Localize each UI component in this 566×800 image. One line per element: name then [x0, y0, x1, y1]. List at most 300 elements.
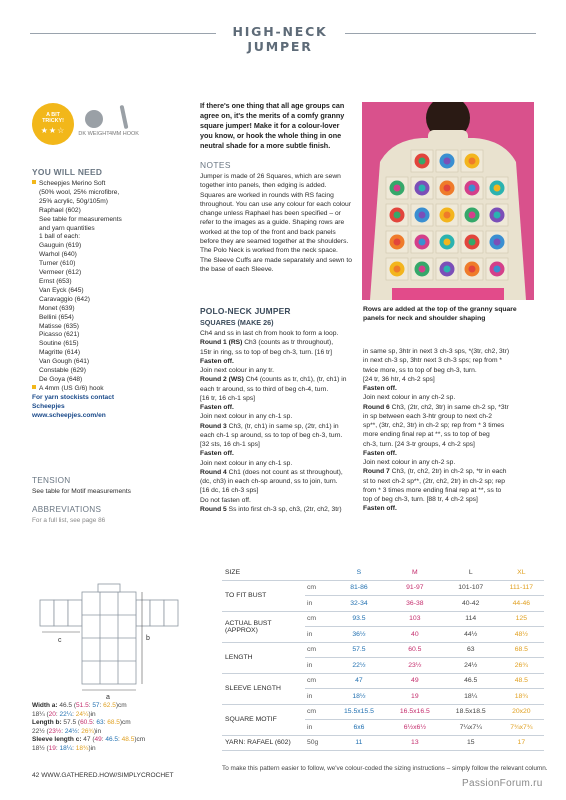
size-value-l: 57	[92, 702, 100, 709]
granny-square-centre	[419, 212, 426, 219]
size-cell: 19	[387, 689, 443, 705]
round-text: Ch3 (counts as tr throughout),	[242, 339, 334, 347]
unit: )in	[88, 710, 96, 718]
round-text: top of beg ch-3, turn. [88 tr, 4 ch-2 sps]	[363, 496, 478, 503]
granny-square-centre	[469, 239, 476, 246]
size-cell: 57.5	[331, 642, 387, 658]
pattern-line	[363, 486, 538, 495]
size-cell: 101-107	[443, 580, 499, 596]
round-text: Join next colour in any ch-2 sp.	[363, 459, 456, 466]
size-cell: 18½	[331, 689, 387, 705]
jumper-photo	[362, 102, 534, 300]
notes-heading: NOTES	[200, 160, 231, 170]
unit-in: in	[305, 627, 331, 643]
crochet-hook-icon	[120, 105, 129, 129]
size-cell: 46.5	[443, 673, 499, 689]
unit-cm: cm	[305, 673, 331, 689]
round-text: Join next colour in any ch-2 sp.	[363, 394, 456, 402]
round-text: [16 dc, 16 ch-3 sps]	[200, 487, 259, 495]
sep: :	[55, 744, 60, 752]
round-text: Ch3, (tr, ch2, 2tr) in ch-2 sp, *tr in each	[389, 468, 507, 476]
granny-square-centre	[494, 212, 501, 219]
notes-body	[200, 172, 352, 274]
colour-item: Van Eyck (645)	[39, 286, 84, 294]
size-value-s: 46.5	[59, 702, 73, 709]
unit-cm: cm	[305, 580, 331, 596]
materials-text: Scheepjes Merino Soft	[39, 180, 106, 187]
sep: :	[92, 719, 97, 727]
bracket: (	[44, 727, 49, 735]
watermark: PassionForum.ru	[462, 778, 543, 789]
garment-diagram	[34, 578, 184, 708]
granny-square-centre	[394, 239, 401, 246]
pattern-line	[200, 403, 360, 412]
measurement-line-cm	[32, 736, 192, 745]
round-label: Round 4	[200, 468, 227, 476]
round-label: Fasten off.	[363, 385, 397, 392]
page-footer	[32, 772, 174, 779]
pattern-line	[200, 366, 360, 375]
granny-square-centre	[394, 266, 401, 273]
round-label: Round 6	[363, 403, 390, 411]
pattern-line	[363, 495, 538, 504]
unit: )cm	[115, 702, 127, 709]
bullet-square	[32, 385, 36, 389]
materials-text: and yarn quantities	[39, 224, 95, 232]
pattern-line	[363, 467, 538, 476]
sep: :	[88, 702, 93, 709]
round-text: 15tr in ring, ss to top of beg ch-3, turn. [16 tr]	[200, 348, 332, 356]
pattern-line	[363, 504, 538, 513]
diagram-label-a: a	[106, 694, 110, 701]
materials-line	[32, 216, 182, 225]
measurement-line-in	[32, 745, 192, 754]
granny-square-centre	[394, 212, 401, 219]
round-label: Fasten off.	[363, 505, 397, 513]
pattern-line	[200, 486, 360, 495]
pattern-line	[363, 403, 538, 412]
pattern-line	[200, 505, 360, 514]
diagram-label-c: c	[58, 637, 62, 644]
pattern-line	[200, 468, 360, 477]
size-row-label: SLEEVE LENGTH	[222, 673, 305, 704]
size-row-cm	[222, 704, 544, 720]
size-header-label: SIZE	[222, 565, 305, 580]
granny-square-centre	[494, 239, 501, 246]
size-cell: 6½x6½	[387, 720, 443, 736]
colour-item: Picasso (621)	[39, 331, 80, 339]
pattern-line	[363, 412, 538, 421]
yarn-ball-icon	[85, 110, 103, 128]
size-value-l: 18¼	[59, 744, 73, 752]
pattern-line	[200, 357, 360, 366]
unit-in: in	[305, 720, 331, 736]
pattern-column-1	[200, 329, 360, 514]
bracket: (	[90, 736, 95, 744]
granny-square-centre	[469, 185, 476, 192]
pattern-column-2	[363, 347, 538, 514]
colour-code-footnote: To make this pattern easier to follow, we've colour-coded the sizing instructions – simply follow the relevant column.	[222, 765, 548, 772]
granny-square-centre	[494, 266, 501, 273]
abbreviations-heading: ABBREVIATIONS	[32, 505, 102, 514]
materials-line	[32, 385, 182, 394]
size-cell: 103	[387, 611, 443, 627]
size-cell: 40	[387, 627, 443, 643]
colour-item: Bellini (654)	[39, 313, 74, 321]
size-header-cell: M	[387, 565, 443, 580]
size-row-label: TO FIT BUST	[222, 580, 305, 611]
measurement-line-in	[32, 711, 192, 720]
bullet-square	[32, 180, 36, 184]
pattern-line	[363, 356, 538, 365]
materials-text: (50% wool, 25% microfibre,	[39, 188, 120, 196]
measurement-line-in	[32, 728, 192, 737]
unit-cm: cm	[305, 611, 331, 627]
unit-in: in	[305, 658, 331, 674]
yarn-row-label: YARN: RAFAEL (602)	[222, 735, 305, 751]
round-text: Ch1 (does not count as st throughout),	[226, 468, 343, 476]
materials-text: 1 ball of each:	[39, 233, 81, 241]
size-cell: 111-117	[499, 580, 544, 596]
sep: :	[55, 710, 60, 718]
size-cell: 36-38	[387, 596, 443, 612]
sep: :	[61, 727, 65, 735]
granny-square-centre	[394, 185, 401, 192]
pattern-line	[363, 393, 538, 402]
pattern-line	[363, 421, 538, 430]
round-label: Round 7	[363, 468, 390, 476]
sep: :	[101, 736, 106, 744]
round-label: Fasten off.	[200, 450, 234, 458]
bracket: (	[44, 710, 49, 718]
size-value-xl: 48.5	[121, 736, 135, 744]
hook-size-label: 4MM HOOK	[109, 131, 139, 137]
size-value-s: 18¼	[32, 710, 45, 718]
yarn-cell: 17	[499, 735, 544, 751]
materials-line	[32, 180, 182, 189]
pattern-line	[200, 338, 360, 347]
header-rule-left	[30, 33, 216, 34]
size-row-label: SQUARE MOTIF	[222, 704, 305, 735]
round-text: [16 tr, 16 ch-1 sps]	[200, 394, 256, 402]
size-row-cm	[222, 611, 544, 627]
round-label: Round 3	[200, 422, 227, 430]
size-cell: 6x6	[331, 720, 387, 736]
squares-subheading: SQUARES (MAKE 26)	[200, 318, 274, 327]
colour-item: Soutine (615)	[39, 340, 79, 348]
measurement-line-cm	[32, 719, 192, 728]
notes-paragraph: Jumper is made of 26 Squares, which are sewn together into panels, then edging is added. Squares are worked in rounds with RS facing throughout. You can use any colour for each colour change unless Raphael has been specified – or refer to the images as a guide. Shaping rows are worked at the top of the front and back panels before they are seamed together at the shoulders.	[200, 173, 351, 246]
size-value-m: 20	[48, 710, 56, 718]
sep: :	[103, 719, 108, 727]
granny-square-centre	[444, 239, 451, 246]
size-row-cm	[222, 642, 544, 658]
pattern-line	[200, 348, 360, 357]
you-will-need-list	[32, 180, 182, 420]
round-label: Fasten off.	[200, 357, 234, 365]
round-text: in same sp, 3htr in next 3 ch-3 sps, *(3tr, ch2, 3tr)	[363, 348, 510, 355]
measurement-line-cm	[32, 702, 192, 711]
measurement-label: Width a:	[32, 702, 60, 709]
granny-square-centre	[494, 185, 501, 192]
round-text: twice more, ss to top of beg ch-3, turn.	[363, 366, 477, 374]
unit-cm: cm	[305, 704, 331, 720]
measurement-list	[32, 702, 192, 754]
tension-heading: TENSION	[32, 476, 71, 485]
materials-line	[32, 207, 182, 216]
granny-square-centre	[419, 239, 426, 246]
colour-item: Van Gough (641)	[39, 358, 90, 366]
colour-item: Matisse (635)	[39, 322, 79, 330]
unit-in: in	[305, 596, 331, 612]
size-table	[222, 565, 544, 751]
page-title: HIGH-NECK JUMPER	[232, 24, 328, 54]
colour-item: Gauguin (619)	[39, 242, 82, 250]
granny-square-centre	[444, 158, 451, 165]
sep: :	[77, 727, 82, 735]
round-text: from * 3 times more ending final rep at **, ss to	[363, 486, 502, 494]
size-cell: 40-42	[443, 596, 499, 612]
size-cell: 26¾	[499, 658, 544, 674]
you-will-need-heading: YOU WILL NEED	[32, 167, 103, 177]
round-text: Ch3, (2tr, ch2, 3tr) in same ch-2 sp, *3tr	[389, 403, 509, 411]
garment-schematic	[34, 578, 184, 708]
diagram-label-b: b	[146, 635, 150, 642]
photo-caption: Rows are added at the top of the granny square panels for neck and shoulder shaping	[363, 306, 517, 322]
size-value-xl: 68.5	[107, 719, 120, 727]
round-text: in next ch-3 sp, 3htr next 3 ch-3 sps; rep from *	[363, 357, 503, 365]
notes-paragraph: The Sleeve Cuffs are made separately and sewn to the base of each Sleeve.	[200, 256, 352, 273]
materials-text: A 4mm (US G/6) hook	[39, 384, 104, 392]
size-value-s: 47	[83, 736, 91, 744]
size-row-label: ACTUAL BUST (APPROX)	[222, 611, 305, 642]
size-value-m: 23½	[48, 727, 62, 735]
size-cell: 48.5	[499, 673, 544, 689]
stockist-line: For yarn stockists contact	[32, 393, 115, 401]
granny-square-centre	[469, 158, 476, 165]
materials-text: See table for measurements	[39, 215, 122, 223]
materials-line	[32, 233, 182, 242]
pattern-line	[200, 385, 360, 394]
size-header-row	[222, 565, 544, 580]
pattern-line	[200, 459, 360, 468]
size-cell: 49	[387, 673, 443, 689]
colour-item: De Goya (648)	[39, 375, 83, 383]
granny-square-centre	[469, 212, 476, 219]
size-cell: 23½	[387, 658, 443, 674]
round-text: [24 tr, 36 htr, 4 ch-2 sps]	[363, 375, 435, 383]
granny-square-centre	[419, 185, 426, 192]
size-value-s: 57.5	[63, 719, 77, 727]
unit-in: in	[305, 689, 331, 705]
size-cell: 44½	[443, 627, 499, 643]
round-text: st to next ch-2 sp**, (2tr, ch2, 2tr) in ch-2 sp; rep	[363, 477, 505, 485]
size-value-s: 18½	[32, 744, 45, 752]
unit: )cm	[134, 736, 146, 744]
measurement-label: Sleeve length c:	[32, 736, 84, 744]
pattern-line	[200, 375, 360, 384]
pattern-line	[363, 366, 538, 375]
granny-square-centre	[444, 266, 451, 273]
colour-item: Monet (639)	[39, 304, 75, 312]
badge-line1: A BIT	[46, 112, 60, 118]
size-value-xl: 26¾	[81, 727, 94, 735]
materials-line	[32, 225, 182, 234]
measurement-label: Length b:	[32, 719, 64, 727]
pattern-line	[200, 422, 360, 431]
size-cell: 125	[499, 611, 544, 627]
pattern-line	[363, 384, 538, 393]
round-text: more ending final rep at **, ss to top of beg	[363, 431, 490, 439]
granny-square-centre	[419, 158, 426, 165]
size-cell: 22½	[331, 658, 387, 674]
size-cell: 36½	[331, 627, 387, 643]
size-value-l: 24½	[64, 727, 78, 735]
abbreviations-text: For a full list, see page 86	[32, 517, 106, 524]
size-value-l: 63	[96, 719, 104, 727]
materials-line	[32, 189, 182, 198]
intro-text: If there's one thing that all age groups can agree on, it's the merits of a comfy granny square jumper! Make it for a colour-lover you know, or hook the whole thing in one neutral shade for a more subtle finish.	[200, 101, 345, 150]
yarn-row-unit: 50g	[305, 735, 331, 751]
granny-square-centre	[419, 266, 426, 273]
size-cell: 68.5	[499, 642, 544, 658]
size-header-unit	[305, 565, 331, 580]
colour-item: Warhol (640)	[39, 251, 77, 259]
pattern-line	[200, 431, 360, 440]
materials-line	[32, 198, 182, 207]
unit: )cm	[119, 719, 131, 727]
materials-text: 25% acrylic, 50g/105m)	[39, 197, 108, 205]
bracket: (	[44, 744, 49, 752]
pattern-line	[363, 347, 538, 356]
size-cell: 18.5x18.5	[443, 704, 499, 720]
round-label: Fasten off.	[200, 404, 234, 411]
granny-square-centre	[444, 185, 451, 192]
colour-item: Ernst (653)	[39, 277, 72, 285]
page-header	[0, 22, 566, 54]
yarn-cell: 13	[387, 735, 443, 751]
round-text: (dc, ch3) in each ch-sp around, ss to join, turn.	[200, 478, 338, 485]
yarn-row	[222, 735, 544, 751]
round-text: Ch3, (tr, ch1) in same sp, (2tr, ch1) in	[226, 422, 339, 430]
header-rule-right	[345, 33, 536, 34]
size-row-label: LENGTH	[222, 642, 305, 673]
size-cell: 16.5x16.5	[387, 704, 443, 720]
pattern-line	[363, 430, 538, 439]
size-row-cm	[222, 673, 544, 689]
round-label: Round 2 (WS)	[200, 376, 244, 384]
footer-url: WWW.GATHERED.HOW/SIMPLYCROCHET	[41, 772, 174, 779]
materials-text: Raphael (602)	[39, 206, 81, 214]
round-text: Join next colour in any tr.	[200, 367, 274, 374]
difficulty-badge	[32, 103, 74, 145]
round-label: Round 5	[200, 505, 227, 513]
round-text: sp**, (3tr, ch2, 3tr) in ch-2 sp; rep from * 3 times	[363, 422, 505, 429]
size-cell: 81-86	[331, 580, 387, 596]
size-value-xl: 18¾	[75, 744, 89, 752]
colour-item: Caravaggio (642)	[39, 295, 90, 303]
colour-item: Magritte (614)	[39, 349, 81, 357]
sep: :	[99, 702, 104, 709]
pattern-heading: POLO-NECK JUMPER	[200, 306, 291, 316]
pattern-line	[200, 449, 360, 458]
pattern-line	[363, 375, 538, 384]
notes-paragraph: The Polo Neck is worked from the neck space.	[200, 247, 338, 255]
size-value-l: 46.5	[105, 736, 119, 744]
round-text: each tr around, ss to third of beg ch-4, turn.	[200, 385, 329, 393]
unit-cm: cm	[305, 642, 331, 658]
size-value-m: 49	[94, 736, 102, 744]
size-value-m: 19	[48, 744, 56, 752]
sep: :	[72, 710, 76, 718]
size-value-m: 51.5	[76, 702, 89, 709]
badge-line2: TRICKY!	[42, 118, 64, 124]
size-cell: 93.5	[331, 611, 387, 627]
size-value-l: 22¼	[59, 710, 73, 718]
colour-item: Turner (610)	[39, 260, 76, 268]
size-cell: 47	[331, 673, 387, 689]
pattern-line	[200, 440, 360, 449]
size-cell: 18¾	[499, 689, 544, 705]
pattern-line	[363, 449, 538, 458]
round-text: Do not fasten off.	[200, 496, 251, 504]
unit: )in	[88, 744, 96, 752]
round-text: each ch-1 sp around, ss to top of beg ch-3, turn.	[200, 431, 343, 439]
pattern-line	[200, 477, 360, 486]
colour-item: Constable (629)	[39, 367, 86, 375]
size-cell: 48½	[499, 627, 544, 643]
size-value-m: 60.5	[80, 719, 93, 727]
size-cell: 60.5	[387, 642, 443, 658]
size-cell: 114	[443, 611, 499, 627]
granny-square-centre	[444, 212, 451, 219]
size-cell: 24½	[443, 658, 499, 674]
size-header-cell: XL	[499, 565, 544, 580]
round-text: Join next colour in any ch-1 sp.	[200, 413, 293, 421]
yarn-cell: 15	[443, 735, 499, 751]
pattern-line	[200, 394, 360, 403]
size-cell: 20x20	[499, 704, 544, 720]
jumper-illustration	[362, 102, 534, 300]
pattern-line	[200, 329, 360, 338]
size-row-cm	[222, 580, 544, 596]
round-text: Ss into first ch-3 sp, ch3, (2tr, ch2, 3tr)	[226, 505, 342, 513]
round-label: Round 1 (RS)	[200, 339, 243, 347]
round-text: [32 sts, 16 ch-1 sps]	[200, 441, 260, 448]
stockist-line: www.scheepjes.com/en	[32, 411, 106, 419]
round-text: in sp between each 3-htr group to next ch-2	[363, 412, 492, 420]
bracket: (	[72, 702, 77, 709]
size-cell: 7¼x7¼	[443, 720, 499, 736]
round-text: Ch4 and ss in last ch from hook to form a loop.	[200, 330, 339, 337]
pattern-line	[363, 477, 538, 486]
size-value-xl: 62.5	[103, 702, 116, 709]
size-cell: 44-46	[499, 596, 544, 612]
bracket: (	[76, 719, 81, 727]
size-cell: 18¼	[443, 689, 499, 705]
pattern-line	[363, 458, 538, 467]
pattern-line	[200, 412, 360, 421]
size-cell: 32-34	[331, 596, 387, 612]
pattern-line	[363, 440, 538, 449]
round-label: Fasten off.	[363, 449, 397, 457]
granny-square-centre	[469, 266, 476, 273]
size-header-cell: L	[443, 565, 499, 580]
yarn-weight-label: DK WEIGHT	[78, 131, 110, 137]
pattern-line	[200, 496, 360, 505]
size-value-s: 22½	[32, 727, 45, 735]
sep: :	[72, 744, 76, 752]
